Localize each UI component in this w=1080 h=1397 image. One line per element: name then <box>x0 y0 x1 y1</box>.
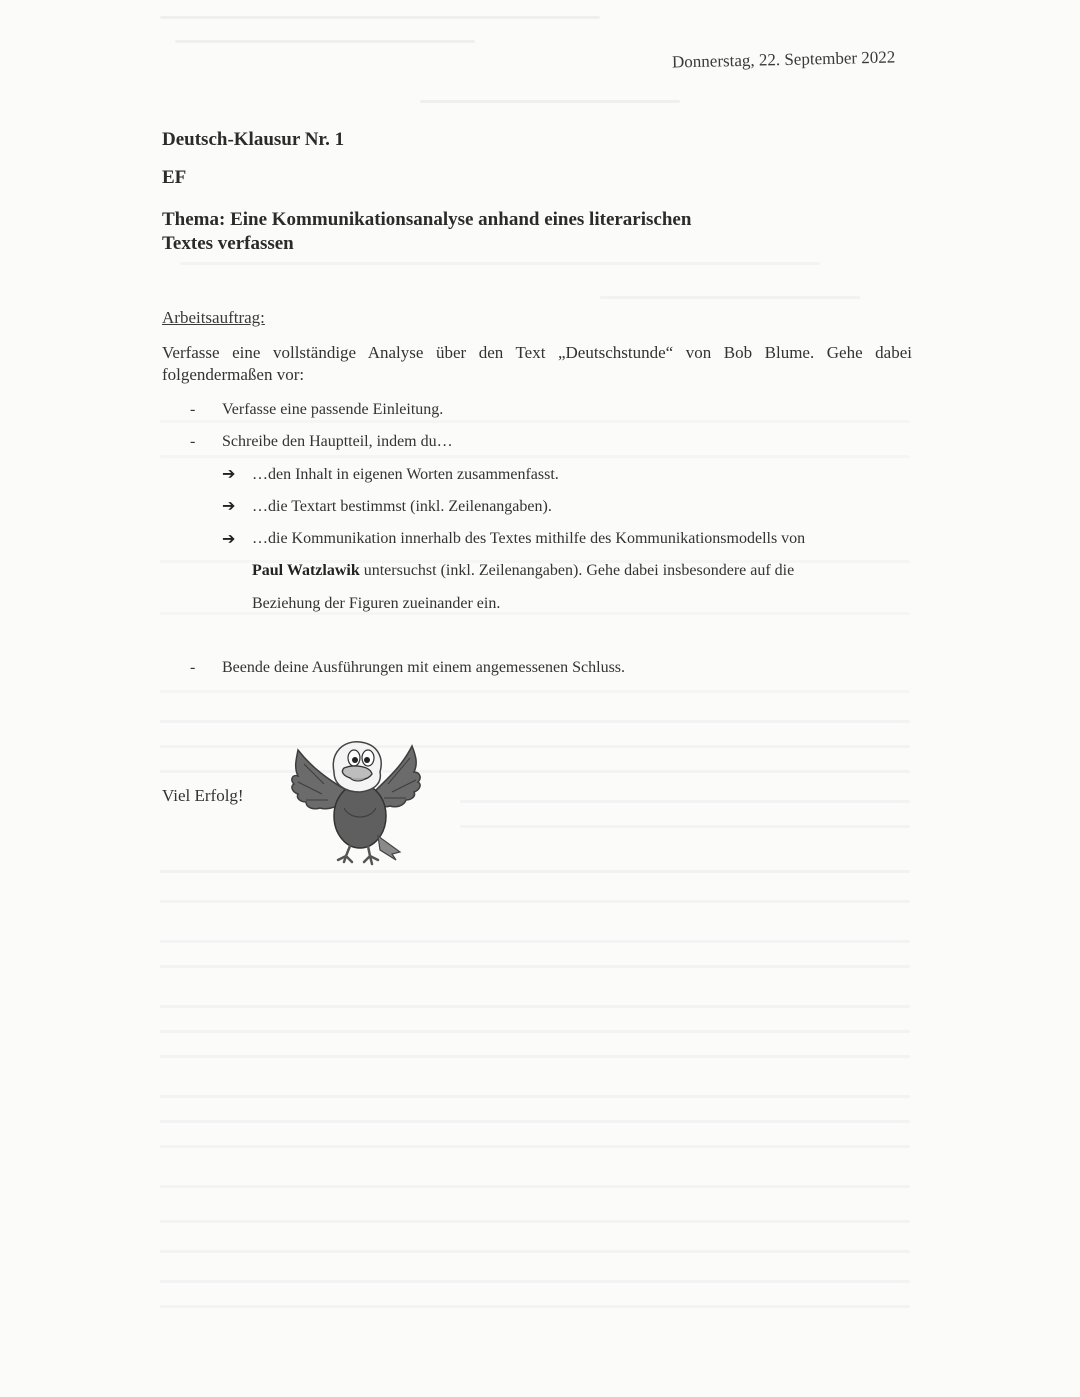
subpoint-textart: …die Textart bestimmst (inkl. Zeilenangaben). <box>252 498 552 515</box>
bullet-marker: - <box>190 659 196 676</box>
arrow-right-icon: ➔ <box>222 529 236 548</box>
author-name: Paul Watzlawik <box>252 562 360 579</box>
bullet-marker: - <box>190 433 196 450</box>
exam-title: Deutsch-Klausur Nr. 1 <box>162 129 345 150</box>
bullet-marker: - <box>190 401 196 418</box>
subpoint-inhalt: …den Inhalt in eigenen Worten zusammenfasst. <box>252 466 559 483</box>
topic-line-1: Thema: Eine Kommunikationsanalyse anhand eines literarischen <box>162 209 692 230</box>
arrow-right-icon: ➔ <box>222 496 236 515</box>
subpoint-kommunikation-line-2-rest: untersuchst (inkl. Zeilenangaben). Gehe dabei insbesondere auf die <box>359 562 795 579</box>
task-label: Arbeitsauftrag: <box>162 308 265 327</box>
subpoint-kommunikation-line-2 <box>252 562 794 580</box>
course-label: EF <box>162 167 187 188</box>
topic-line-2: Textes verfassen <box>162 233 294 254</box>
bullet-hauptteil: Schreibe den Hauptteil, indem du… <box>222 433 453 450</box>
eagle-mascot-icon <box>284 728 432 872</box>
closing-text: Viel Erfolg! <box>162 786 244 805</box>
exam-date: Donnerstag, 22. September 2022 <box>671 47 896 72</box>
bullet-einleitung: Verfasse eine passende Einleitung. <box>222 401 444 418</box>
subpoint-kommunikation-line-1: …die Kommunikation innerhalb des Textes mithilfe des Kommunikationsmodells von <box>252 530 806 547</box>
task-intro: Verfasse eine vollständige Analyse über den Text „Deutschstunde“ von Bob Blume. Gehe dabei folgendermaßen vor: <box>162 343 912 384</box>
bullet-schluss: Beende deine Ausführungen mit einem angemessenen Schluss. <box>222 659 626 676</box>
subpoint-kommunikation-line-3: Beziehung der Figuren zueinander ein. <box>252 595 501 612</box>
arrow-right-icon: ➔ <box>222 464 236 483</box>
